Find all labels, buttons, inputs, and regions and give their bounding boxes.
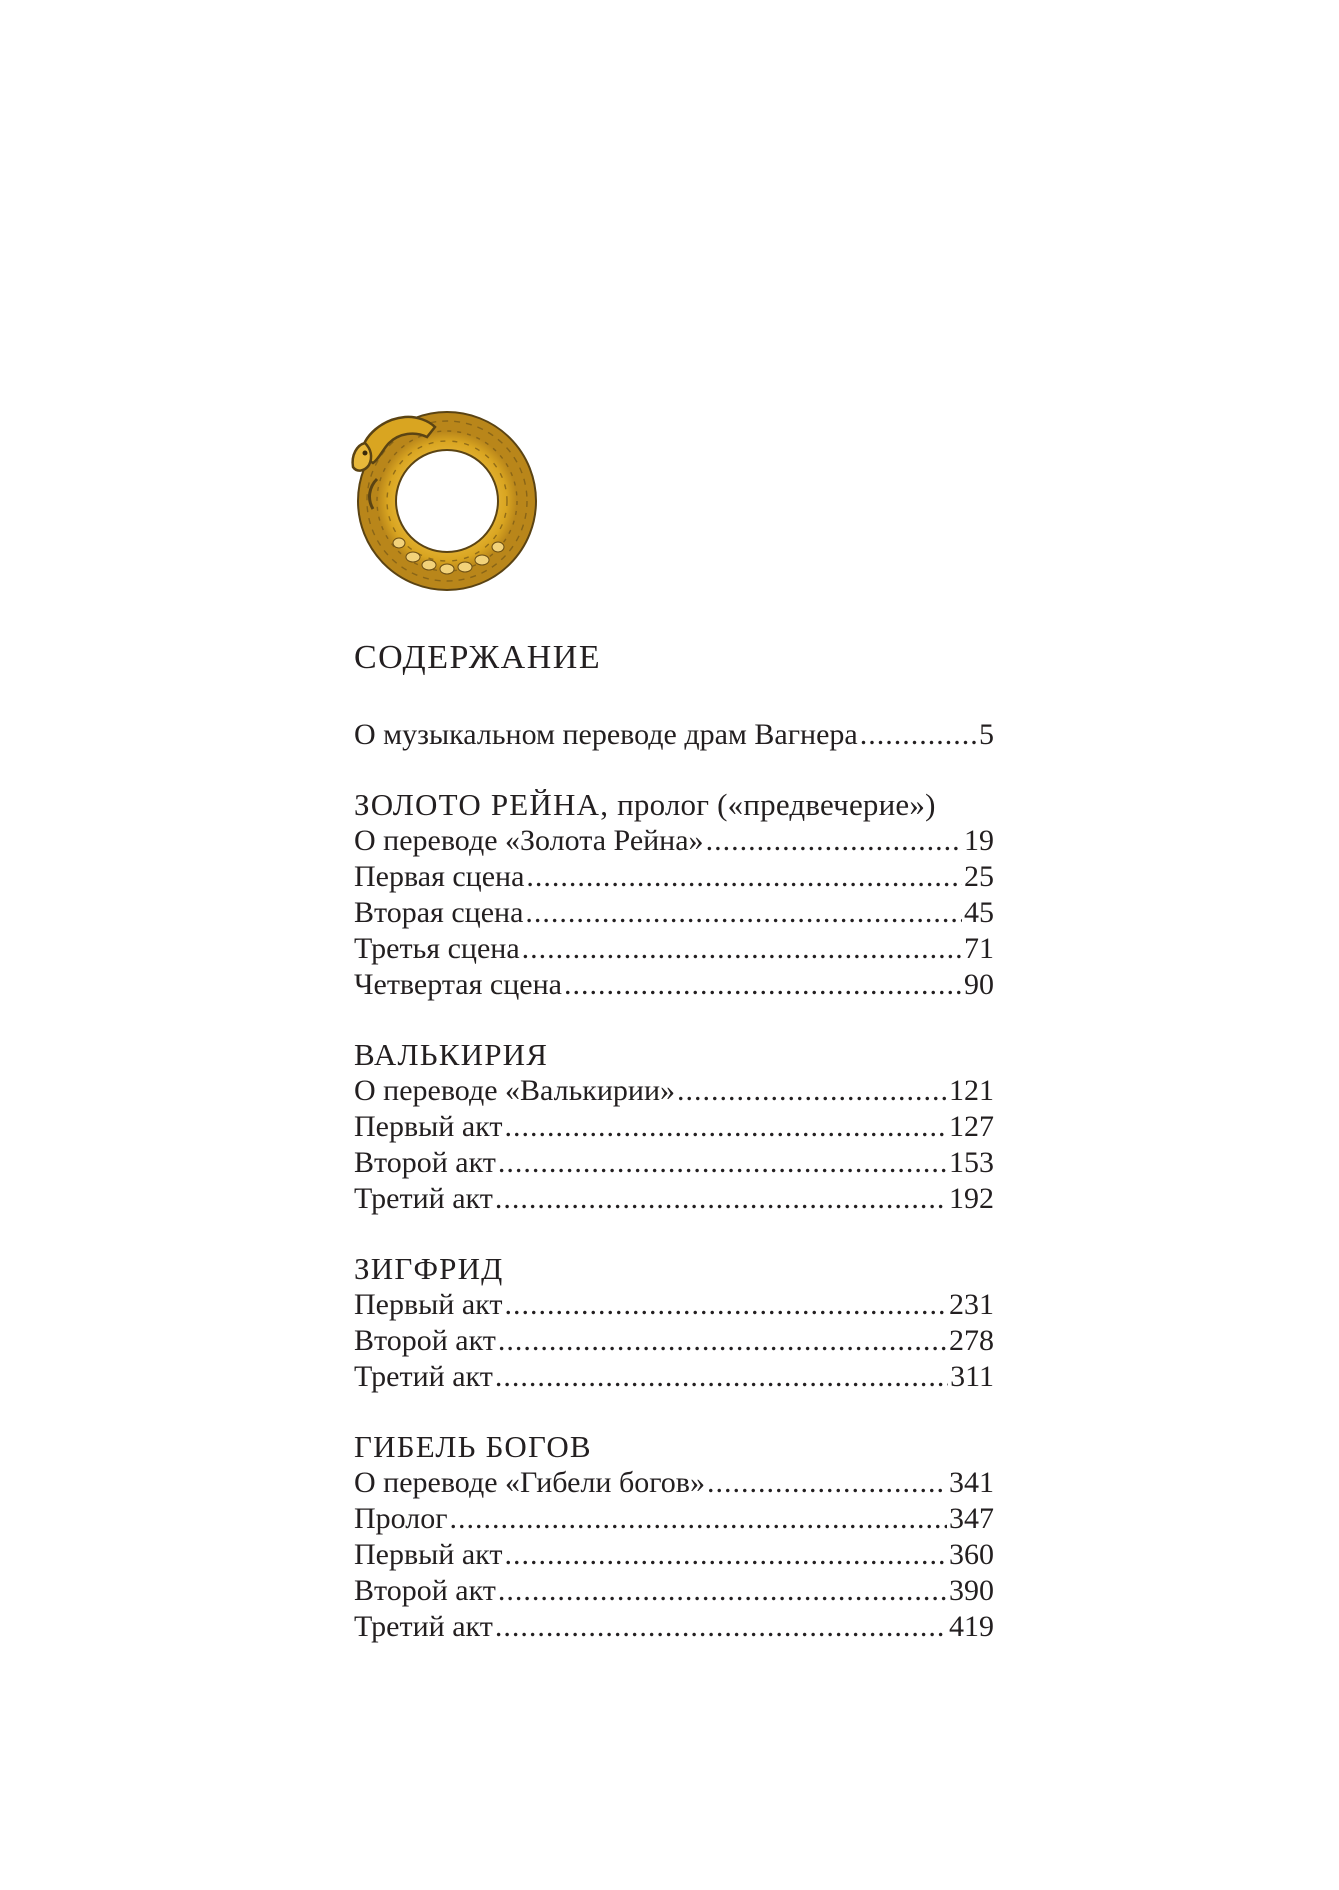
toc-section-zoloto-reina (354, 787, 994, 1003)
entry-label: Третий акт (354, 1182, 493, 1215)
entry-label: Первый акт (354, 1110, 503, 1143)
toc-entry[interactable] (354, 1073, 994, 1109)
section-heading (354, 787, 994, 823)
entry-page-number: 390 (949, 1574, 994, 1607)
toc-entry[interactable] (354, 967, 994, 1003)
section-heading-title: ВАЛЬКИРИЯ (354, 1037, 549, 1072)
toc-entry[interactable] (354, 931, 994, 967)
entry-label: Второй акт (354, 1324, 496, 1357)
toc-entry[interactable] (354, 1573, 994, 1609)
toc-entry[interactable] (354, 1609, 994, 1645)
toc-title: СОДЕРЖАНИЕ (354, 639, 602, 676)
entry-label: О переводе «Гибели богов» (354, 1466, 705, 1499)
dot-leader (450, 1501, 947, 1537)
ouroboros-ring-icon (343, 397, 543, 593)
entry-page-number: 90 (964, 968, 994, 1001)
dot-leader (706, 823, 962, 859)
entry-label: Третий акт (354, 1610, 493, 1643)
dot-leader (860, 717, 977, 753)
toc-entry[interactable] (354, 1501, 994, 1537)
toc-entry[interactable] (354, 823, 994, 859)
entry-page-number: 127 (949, 1110, 994, 1143)
dot-leader (677, 1073, 947, 1109)
entry-page-number: 45 (964, 896, 994, 929)
toc-section-gibel-bogov (354, 1429, 994, 1645)
entry-page-number: 311 (950, 1360, 994, 1393)
toc-entry[interactable] (354, 1109, 994, 1145)
entry-label: Четвертая сцена (354, 968, 562, 1001)
entry-label: Третий акт (354, 1360, 493, 1393)
toc-entry[interactable] (354, 1537, 994, 1573)
section-heading (354, 1037, 994, 1073)
toc-entry-intro[interactable] (354, 717, 994, 753)
toc-section-valkiria (354, 1037, 994, 1217)
dot-leader (504, 1287, 947, 1323)
dot-leader (495, 1359, 948, 1395)
dot-leader (498, 1573, 947, 1609)
table-of-contents (354, 636, 994, 1645)
entry-page-number: 25 (964, 860, 994, 893)
dot-leader (522, 931, 962, 967)
entry-page-number: 278 (949, 1324, 994, 1357)
entry-page-number: 341 (949, 1466, 994, 1499)
section-heading-subtitle: пролог («предвечерие») (609, 787, 936, 822)
toc-section-zigfrid (354, 1251, 994, 1395)
section-heading-title: ЗИГФРИД (354, 1251, 504, 1286)
toc-entry[interactable] (354, 1181, 994, 1217)
section-heading-title: ГИБЕЛЬ БОГОВ (354, 1429, 592, 1464)
toc-entry[interactable] (354, 1287, 994, 1323)
entry-page-number: 121 (949, 1074, 994, 1107)
dot-leader (707, 1465, 947, 1501)
entry-page-number: 192 (949, 1182, 994, 1215)
entry-label: О переводе «Валькирии» (354, 1074, 676, 1107)
entry-page-number: 360 (949, 1538, 994, 1571)
section-heading-title: ЗОЛОТО РЕЙНА, (354, 787, 610, 822)
entry-label: Вторая сцена (354, 896, 524, 929)
toc-entry[interactable] (354, 1145, 994, 1181)
entry-label: Второй акт (354, 1574, 496, 1607)
toc-entry[interactable] (354, 1359, 994, 1395)
toc-entry[interactable] (354, 1465, 994, 1501)
entry-page-number: 153 (949, 1146, 994, 1179)
dot-leader (498, 1323, 947, 1359)
entry-label: Пролог (354, 1502, 448, 1535)
dot-leader (495, 1181, 947, 1217)
section-heading (354, 1251, 994, 1287)
toc-entry[interactable] (354, 859, 994, 895)
dot-leader (504, 1109, 947, 1145)
entry-label: О переводе «Золота Рейна» (354, 824, 704, 857)
entry-label: О музыкальном переводе драм Вагнера (354, 718, 858, 751)
toc-entry[interactable] (354, 895, 994, 931)
entry-page-number: 19 (964, 824, 994, 857)
dot-leader (526, 859, 962, 895)
entry-page-number: 231 (949, 1288, 994, 1321)
dot-leader (504, 1537, 947, 1573)
entry-page-number: 347 (949, 1502, 994, 1535)
dot-leader (495, 1609, 947, 1645)
dot-leader (564, 967, 962, 1003)
entry-label: Третья сцена (354, 932, 520, 965)
entry-page-number: 5 (979, 718, 994, 751)
entry-label: Второй акт (354, 1146, 496, 1179)
dot-leader (525, 895, 962, 931)
section-heading (354, 1429, 994, 1465)
entry-label: Первая сцена (354, 860, 525, 893)
entry-label: Первый акт (354, 1288, 503, 1321)
entry-page-number: 419 (949, 1610, 994, 1643)
toc-entry[interactable] (354, 1323, 994, 1359)
entry-label: Первый акт (354, 1538, 503, 1571)
dot-leader (498, 1145, 947, 1181)
entry-page-number: 71 (964, 932, 994, 965)
